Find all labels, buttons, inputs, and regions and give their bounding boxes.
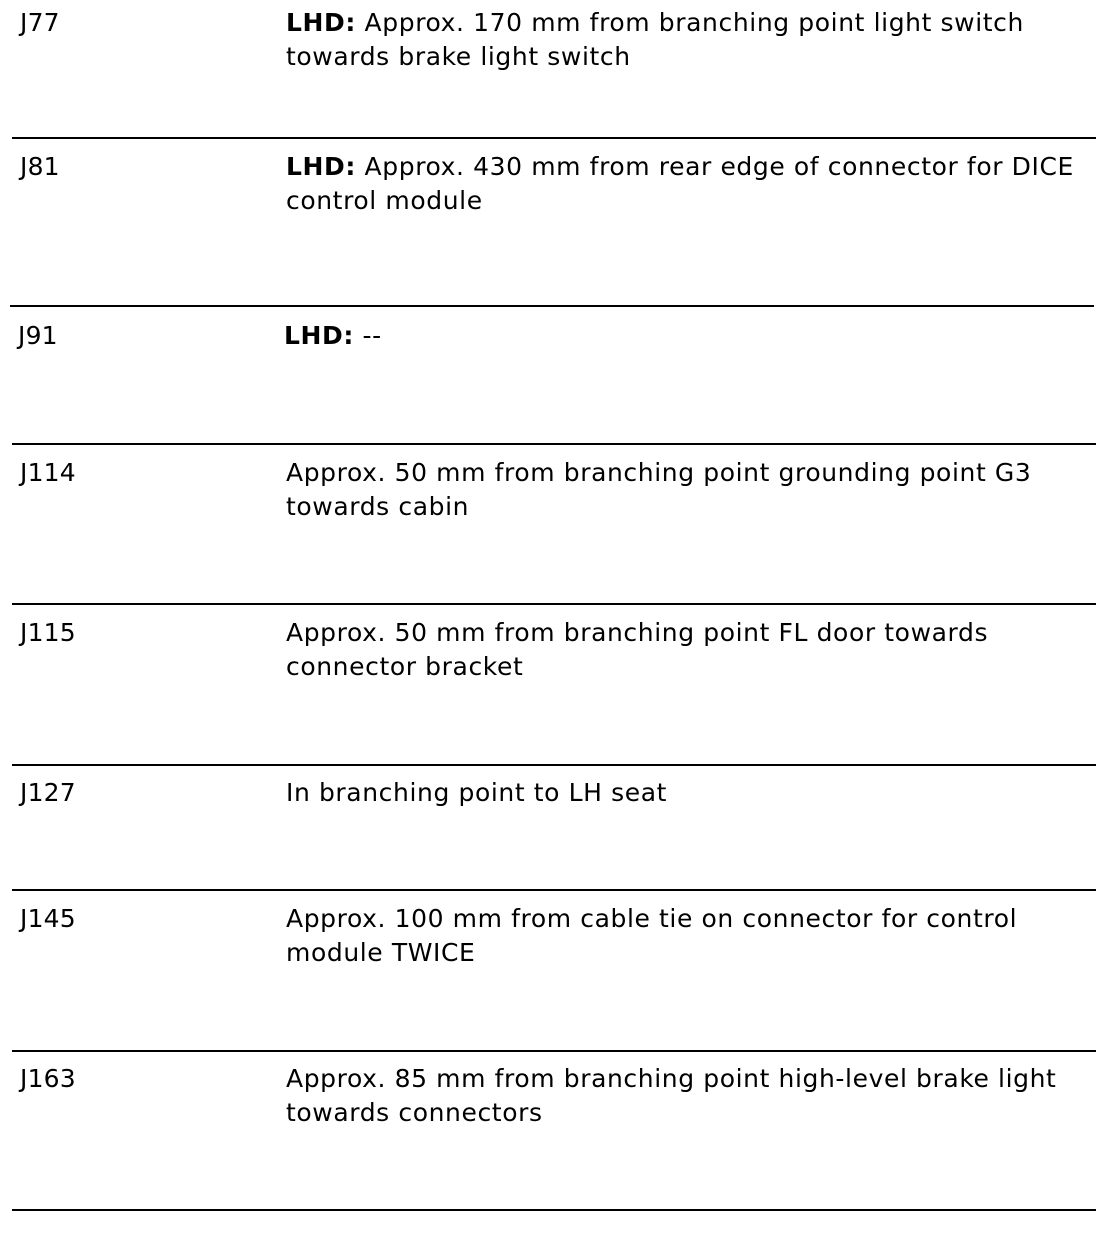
location-description <box>284 319 1094 353</box>
location-text: Approx. 50 mm from branching point FL door towards connector bracket <box>286 618 989 681</box>
location-text: Approx. 50 mm from branching point grounding point G3 towards cabin <box>286 458 1032 521</box>
location-text: In branching point to LH seat <box>286 778 668 807</box>
junction-code: J114 <box>20 458 76 487</box>
junction-code: J127 <box>20 778 76 807</box>
location-description <box>286 6 1096 74</box>
row-divider <box>12 603 1096 605</box>
location-text: Approx. 170 mm from branching point light switch towards brake light switch <box>286 8 1024 71</box>
location-description <box>286 902 1096 970</box>
row-divider <box>12 1050 1096 1052</box>
location-description <box>286 150 1096 218</box>
location-text: Approx. 430 mm from rear edge of connector for DICE control module <box>286 152 1074 215</box>
location-text: -- <box>354 321 382 350</box>
row-divider <box>12 889 1096 891</box>
location-text: Approx. 100 mm from cable tie on connector for control module TWICE <box>286 904 1018 967</box>
junction-code: J115 <box>20 618 76 647</box>
row-divider <box>10 305 1094 307</box>
junction-code: J145 <box>20 904 76 933</box>
variant-prefix: LHD: <box>286 8 357 37</box>
location-description <box>286 776 1096 810</box>
junction-code: J91 <box>18 321 58 350</box>
junction-code: J81 <box>20 152 60 181</box>
row-divider <box>12 443 1096 445</box>
row-divider <box>12 764 1096 766</box>
junction-code: J163 <box>20 1064 76 1093</box>
location-description <box>286 456 1096 524</box>
location-description <box>286 1062 1096 1130</box>
variant-prefix: LHD: <box>286 152 357 181</box>
location-text: Approx. 85 mm from branching point high-level brake light towards connectors <box>286 1064 1057 1127</box>
row-divider <box>12 1209 1096 1211</box>
junction-code: J77 <box>20 8 60 37</box>
location-description <box>286 616 1096 684</box>
row-divider <box>12 137 1096 139</box>
variant-prefix: LHD: <box>284 321 355 350</box>
